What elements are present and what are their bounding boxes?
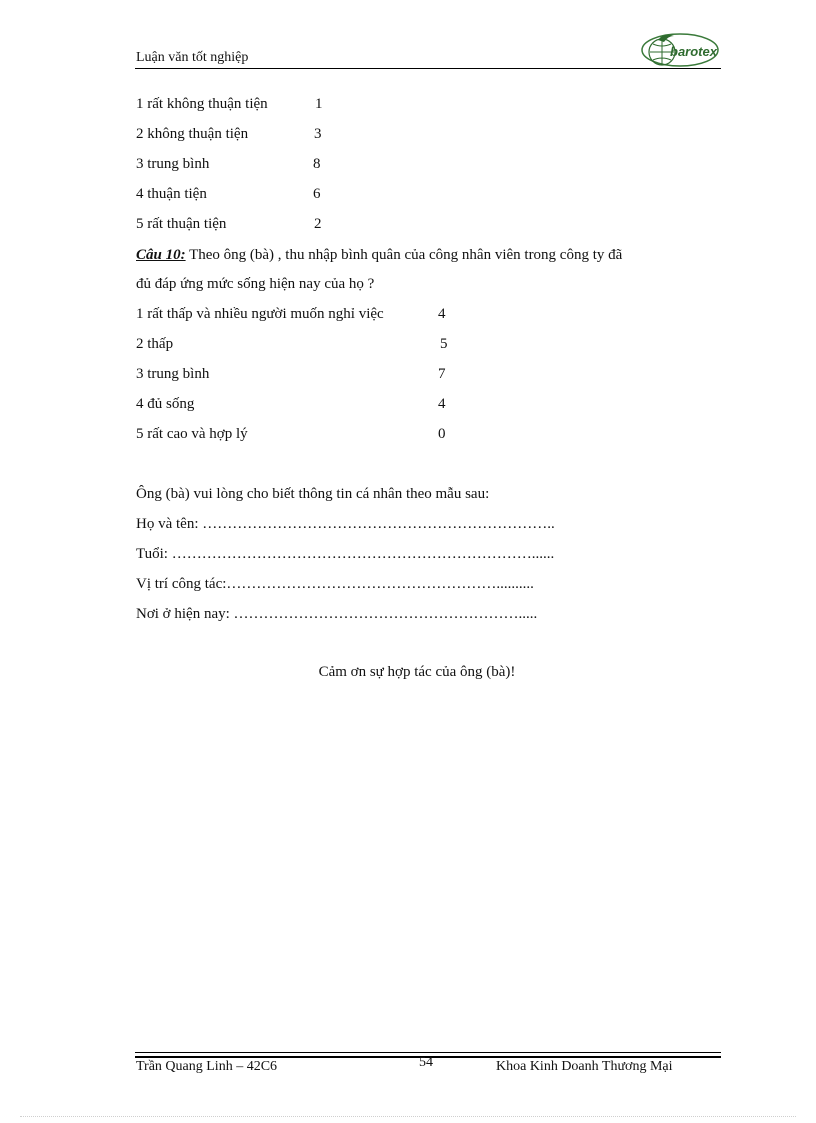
item-value: 6 bbox=[313, 186, 321, 202]
logo-text: barotex bbox=[670, 44, 717, 59]
list-item bbox=[136, 154, 321, 174]
footer-faculty: Khoa Kinh Doanh Thương Mại bbox=[496, 1059, 673, 1074]
item-label: 3 trung bình bbox=[136, 366, 210, 382]
list-item bbox=[136, 124, 322, 144]
item-value: 5 bbox=[440, 336, 448, 352]
item-label: 5 rất thuận tiện bbox=[136, 216, 227, 232]
barotex-logo bbox=[640, 30, 720, 70]
question-text-line2: đủ đáp ứng mức sống hiện nay của họ ? bbox=[136, 276, 375, 292]
item-value: 2 bbox=[314, 216, 322, 232]
item-label: 1 rất không thuận tiện bbox=[136, 96, 268, 112]
list-item bbox=[136, 364, 446, 384]
age-field: Tuổi: ………………………………………………………………...... bbox=[136, 546, 555, 562]
list-item bbox=[136, 94, 323, 114]
item-value: 4 bbox=[438, 306, 446, 322]
thank-you-note: Cảm ơn sự hợp tác của ông (bà)! bbox=[318, 664, 516, 680]
item-label: 1 rất thấp và nhiều người muốn nghỉ việc bbox=[136, 306, 384, 322]
list-item bbox=[136, 214, 322, 234]
item-label: 4 đủ sống bbox=[136, 396, 195, 412]
page-bottom-border bbox=[20, 1116, 796, 1117]
list-item bbox=[136, 334, 448, 354]
item-value: 0 bbox=[438, 426, 446, 442]
item-value: 7 bbox=[438, 366, 446, 382]
item-label: 5 rất cao và hợp lý bbox=[136, 426, 248, 442]
item-value: 4 bbox=[438, 396, 446, 412]
header-title: Luận văn tốt nghiệp bbox=[136, 50, 249, 65]
name-field: Họ và tên: …………………………………………………………….. bbox=[136, 516, 555, 532]
question-10 bbox=[136, 245, 716, 265]
item-value: 3 bbox=[314, 126, 322, 142]
item-label: 3 trung bình bbox=[136, 156, 210, 172]
question-label: Câu 10: bbox=[136, 247, 186, 263]
personal-info-intro: Ông (bà) vui lòng cho biết thông tin cá nhân theo mẫu sau: bbox=[136, 486, 490, 502]
question-text-line1: Theo ông (bà) , thu nhập bình quân của công nhân viên trong công ty đã bbox=[185, 247, 623, 263]
list-item bbox=[136, 424, 446, 444]
item-label: 2 thấp bbox=[136, 336, 174, 352]
address-field: Nơi ở hiện nay: …………………………………………………..... bbox=[136, 606, 538, 622]
footer-author: Trần Quang Linh – 42C6 bbox=[136, 1059, 278, 1074]
page-number: 54 bbox=[419, 1055, 433, 1070]
list-item bbox=[136, 184, 321, 204]
footer-rule bbox=[135, 1052, 721, 1053]
list-item bbox=[136, 304, 446, 324]
item-label: 2 không thuận tiện bbox=[136, 126, 249, 142]
item-value: 8 bbox=[313, 156, 321, 172]
item-value: 1 bbox=[315, 96, 323, 112]
position-field: Vị trí công tác:……………………………………………….......... bbox=[136, 576, 534, 592]
header-rule bbox=[135, 68, 721, 69]
list-item bbox=[136, 394, 446, 414]
item-label: 4 thuận tiện bbox=[136, 186, 207, 202]
